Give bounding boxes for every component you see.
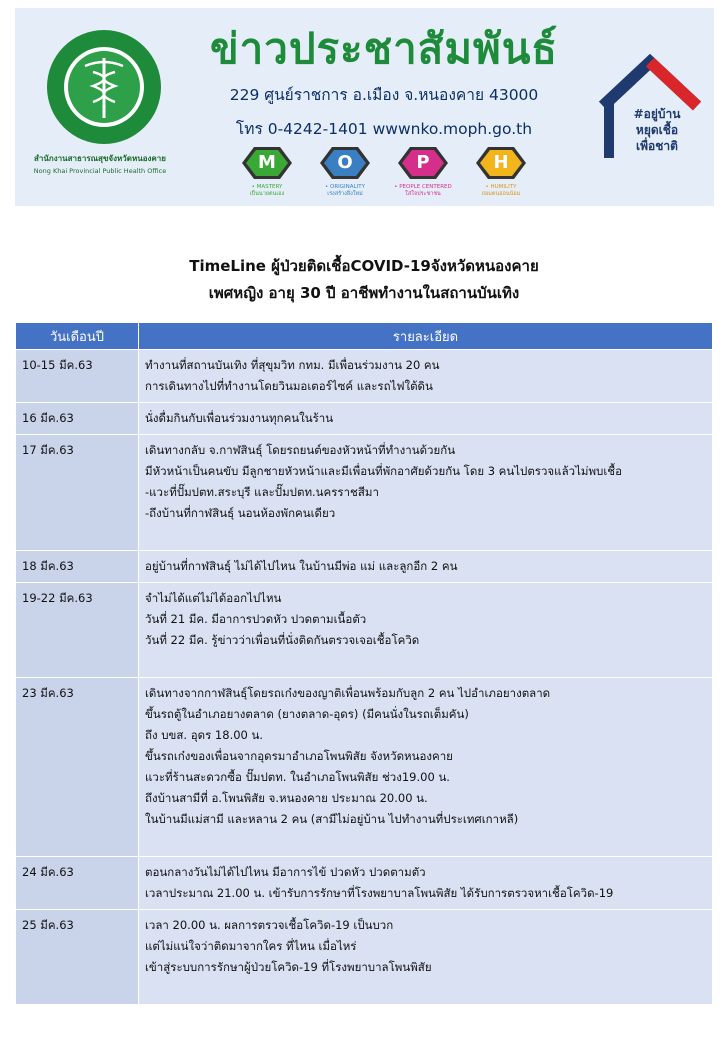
detail-line: จำไม่ได้แต่ไม่ได้ออกไปไหน [145,591,282,605]
office-name [25,152,175,175]
detail-line: ขึ้นรถตู้ในอำเภอยางตลาด (ยางตลาด-อุดร) (มีคนนั่งในรถเต็มคัน) [145,707,469,721]
moph-letter: M [258,152,276,173]
moph-item-o [305,146,385,198]
header-banner [15,8,714,206]
page-subtitle: เพศหญิง อายุ 30 ปี อาชีพทำงานในสถานบันเทิง [208,284,520,302]
moph-letter: P [416,152,430,173]
detail-line [145,524,706,545]
date-cell: 19-22 มีค.63 [16,583,139,678]
detail-line: วันที่ 21 มีค. มีอาการปวดหัว ปวดตามเนื้อตัว [145,612,367,626]
detail-line [145,830,706,851]
table-row [16,678,713,857]
detail-line: ตอนกลางวันไม่ได้ไปไหน มีอาการไข้ ปวดหัว ปวดตามตัว [145,865,426,879]
detail-line: แวะที่ร้านสะดวกซื้อ ปั๊มปตท. ในอำเภอโพนพิสัย ช่วง19.00 น. [145,770,450,784]
moph-label-th: ถ่อมตนอ่อนน้อม [481,191,521,197]
date-cell: 23 มีค.63 [16,678,139,857]
detail-cell [139,350,713,403]
detail-line: ขึ้นรถเก๋งของเพื่อนจากอุดรมาอำเภอโพนพิสัย จังหวัดหนองคาย [145,749,453,763]
moph-label-en: • HUMILITY [485,184,517,190]
moph-letter: H [493,152,509,173]
detail-line: การเดินทางไปที่ทำงานโดยวินมอเตอร์ไซค์ และรถไฟใต้ดิน [145,379,433,393]
date-cell: 25 มีค.63 [16,910,139,1005]
detail-cell [139,403,713,435]
headline: ข่าวประชาสัมพันธ์ [209,24,559,73]
moph-label-en: • MASTERY [251,184,283,190]
stay-home-text-3: เพื่อชาติ [636,139,678,153]
column-header-date: วันเดือนปี [16,323,139,350]
moph-label-th: ใส่ใจประชาชน [405,191,441,197]
detail-line: มีหัวหน้าเป็นคนขับ มีลูกชายหัวหน้าและมีเพื่อนที่พักอาศัยด้วยกัน โดย 3 คนไปตรวจแล้วไม่พบเชื้อ [145,464,622,478]
date-cell: 24 มีค.63 [16,857,139,910]
detail-cell [139,435,713,551]
date-cell: 17 มีค.63 [16,435,139,551]
column-header-detail: รายละเอียด [139,323,713,350]
detail-line: ในบ้านมีแม่สามี และหลาน 2 คน (สามีไม่อยู่บ้าน ไปทำงานที่ประเทศเกาหลี) [145,812,519,826]
date-cell: 10-15 มีค.63 [16,350,139,403]
address: 229 ศูนย์ราชการ อ.เมือง จ.หนองคาย 43000 [229,86,539,104]
date-cell: 18 มีค.63 [16,551,139,583]
stay-home-text-2: หยุดเชื้อ [635,123,679,137]
moph-label-en: • PEOPLE CENTERED [394,184,452,190]
detail-line: วันที่ 22 มีค. รู้ข่าวว่าเพื่อนที่นั่งติดกันตรวจเจอเชื้อโควิด [145,633,420,647]
detail-line: เวลา 20.00 น. ผลการตรวจเชื้อโควิด-19 เป็นบวก [145,918,394,932]
detail-line: -แวะที่ปั๊มปตท.สระบุรี และปั๊มปตท.นครราชสีมา [145,485,379,499]
moph-label-en: • ORIGINALITY [325,184,365,190]
detail-line: ถึงบ้านสามีที่ อ.โพนพิสัย จ.หนองคาย ประมาณ 20.00 น. [145,791,428,805]
detail-line [145,651,706,672]
detail-line [145,978,706,999]
moph-item-p [383,146,463,198]
detail-cell [139,678,713,857]
detail-line: อยู่บ้านที่กาฬสินธุ์ ไม่ได้ไปไหน ในบ้านมีพ่อ แม่ และลูกอีก 2 คน [145,559,458,573]
table-row [16,403,713,435]
detail-cell [139,857,713,910]
office-name-th: สำนักงานสาธารณสุขจังหวัดหนองคาย [34,154,166,163]
detail-line: เดินทางจากกาฬสินธุ์โดยรถเก๋งของญาติเพื่อนพร้อมกับลูก 2 คน ไปอำเภอยางตลาด [145,686,551,700]
detail-line: เดินทางกลับ จ.กาฬสินธุ์ โดยรถยนต์ของหัวหน้าที่ทำงานด้วยกัน [145,443,456,457]
office-name-en: Nong Khai Provincial Public Health Office [33,167,167,175]
date-cell: 16 มีค.63 [16,403,139,435]
detail-line: ถึง บขส. อุดร 18.00 น. [145,728,264,742]
stay-home-logo [595,54,705,164]
timeline-table [15,322,713,1005]
detail-cell [139,583,713,678]
table-row [16,350,713,403]
table-row [16,910,713,1005]
table-row [16,435,713,551]
table-row [16,583,713,678]
page-title: TimeLine ผู้ป่วยติดเชื้อCOVID-19จังหวัดหนองคาย [189,257,539,275]
detail-cell [139,910,713,1005]
stay-home-text-1: #อยู่บ้าน [633,107,681,121]
detail-line: ทำงานที่สถานบันเทิง ที่สุขุมวิท กทม. มีเพื่อนร่วมงาน 20 คน [145,358,440,372]
ministry-logo [45,28,163,146]
detail-line: เข้าสู่ระบบการรักษาผู้ป่วยโควิด-19 ที่โรงพยาบาลโพนพิสัย [145,960,432,974]
detail-line: แต่ไม่แน่ใจว่าติดมาจากใคร ที่ไหน เมื่อไหร่ [145,939,357,953]
detail-cell [139,551,713,583]
detail-line: นั่งดื่มกินกับเพื่อนร่วมงานทุกคนในร้าน [145,411,334,425]
detail-line: -ถึงบ้านที่กาฬสินธุ์ นอนห้องพักคนเดียว [145,506,336,520]
moph-letter: O [337,152,353,173]
detail-line: เวลาประมาณ 21.00 น. เข้ารับการรักษาที่โรงพยาบาลโพนพิสัย ได้รับการตรวจหาเชื้อโควิด-19 [145,886,614,900]
moph-label-th: เร่งสร้างสิ่งใหม่ [327,191,363,197]
moph-item-m [227,146,307,198]
moph-item-h [461,146,541,198]
table-row [16,551,713,583]
moph-label-th: เป็นนายตนเอง [249,191,285,197]
table-row [16,857,713,910]
contact-info: โทร 0-4242-1401 wwwnko.moph.go.th [235,120,533,138]
table-header-row [16,323,713,350]
moph-values [227,146,545,206]
